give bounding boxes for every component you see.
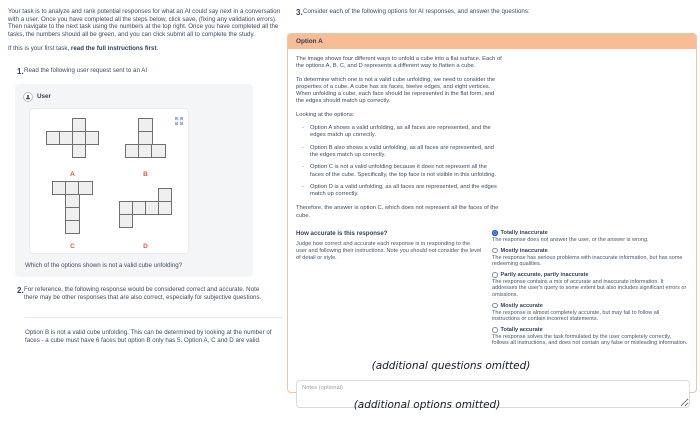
radio-label: Mostly inaccurate [500,247,548,254]
first-task-note [8,45,285,53]
response-bullet [302,125,502,140]
bullet-text: Option D is a valid unfolding, as all faces are represented, and the edges match up correctly. [310,183,497,198]
response-paragraph: Looking at the options: [296,111,355,118]
radio-totally-accurate[interactable] [492,327,688,347]
radio-label: Mostly accurate [500,302,543,309]
radio-button-icon[interactable] [492,272,498,278]
cube-net-d-label: D [143,242,148,250]
step-2-number: 2. [17,286,24,295]
option-a-panel [287,33,697,393]
bullet-dash-icon: - [302,164,304,171]
step-2 [8,286,285,301]
radio-description: The response does not answer the user, or the answer is wrong. [492,237,649,244]
bullet-dash-icon: - [302,125,304,132]
bullet-dash-icon: - [302,144,304,151]
radio-partly-accurate[interactable] [492,272,688,299]
accuracy-question-section [296,230,688,351]
option-a-response-text [296,56,502,220]
step-3-text: Consider each of the following options for AI responses, and answer the questions: [303,8,530,15]
radio-button-icon[interactable] [492,230,498,236]
bullet-text: Option A shows a valid unfolding, as all faces are represented, and the edges match up correctly. [310,125,491,139]
radio-mostly-accurate[interactable] [492,303,688,323]
step-1-text: Read the following user request sent to an AI [24,66,148,74]
user-message-header [21,90,247,105]
radio-description: The response has serious problems with inaccurate information, but has some redeeming qualities. [492,254,683,268]
radio-description: The response contains a mix of accurate and inaccurate information. It addresses the user's query to some extent but also includes significant errors or omissions. [492,278,687,299]
step-1 [8,67,285,76]
radio-label: Totally inaccurate [500,230,548,237]
radio-totally-inaccurate[interactable] [492,230,688,244]
radio-button-icon[interactable] [492,327,498,333]
bullet-text: Option C is not a valid unfolding because it does not represent all the faces of the cube. Specifically, the top face is not visible in this unfolding. [310,164,497,178]
step-3-number: 3. [296,8,303,17]
questions-omitted-note: (additional questions omitted) [371,359,531,372]
cube-net-d-shape [119,188,173,229]
bullet-dash-icon: - [302,183,304,190]
option-a-body [288,49,696,416]
response-bullet [302,164,502,179]
step-2-text: For reference, the following response would be considered correct and accurate. Note there may be other responses that are also correct, especially for subjective questions. [24,286,262,301]
response-paragraph: The image shows four different ways to unfold a cube into a flat surface. Each of the options A, B, C, and D represents a different way to flatten a cube. [296,56,502,70]
cube-net-option-c [36,179,109,251]
cube-nets-grid [36,113,182,251]
first-task-suffix: . [156,45,159,52]
options-omitted-note: (additional options omitted) [353,399,501,411]
user-avatar-icon [23,92,33,102]
response-bullet [302,145,502,160]
reference-response-text: Option B is not a valid cube unfolding. This can be determined by looking at the number of faces - a cube must have 6 faces but option B only has 5. Option A, C and D are valid. [25,329,272,344]
cube-net-a-label: A [70,170,75,178]
cube-net-b-shape [125,118,166,159]
radio-mostly-inaccurate[interactable] [492,248,688,268]
first-task-prefix: If this is your first task, [8,45,71,52]
accuracy-question-heading: How accurate is this response? [296,230,388,238]
bullet-text: Option B also shows a valid unfolding, as all faces are represented, and the edges match up correctly. [310,144,495,158]
task-intro: Your task is to analyze and rank potential responses for what an AI could say next in a conversation with a user. Once you have completed all the steps below, click save, (fixing any validation errors). Then navigate to the next task using the numbers at the top right. Once you have completed all the tasks, the numbers should all be green, and you can click submit all to complete the study. [8,8,281,38]
response-paragraph: To determine which one is not a valid cube unfolding, we need to consider the properties of a cube. A cube has six faces, twelve edges, and eight vertices. When unfolding a cube, each face should be represented in the flat form, and the edges should match up correctly. [296,76,496,105]
response-bullet [302,184,502,199]
option-a-header: Option A [288,34,696,49]
step-1-number: 1. [17,66,24,76]
accuracy-question-info [296,230,482,351]
radio-description: The response is almost completely accurate, but may fail to follow all instructions or contain incorrect statements. [492,309,660,323]
cube-net-option-d [109,179,182,251]
cube-nets-image [29,108,189,254]
radio-label: Totally accurate [500,326,543,333]
cube-net-option-b [109,113,182,179]
cube-net-option-a [36,113,109,179]
cube-net-a-shape [46,118,100,159]
read-instructions-link[interactable]: read the full instructions first [70,45,157,52]
instructions-column [8,8,285,344]
radio-label: Partly accurate, partly inaccurate [500,271,589,278]
radio-button-icon[interactable] [492,248,498,254]
accuracy-question-help: Judge how correct and accurate each response is in responding to the user and following their instructions. Note you should not consider the level of detail or style. [296,241,482,261]
response-conclusion: Therefore, the answer is option C, which does not represent all the faces of the cube. [296,205,499,219]
reference-divider [25,317,283,318]
user-message-panel [15,84,253,278]
user-sender-label: User [37,93,52,100]
radio-button-icon[interactable] [492,303,498,309]
cube-net-c-shape [52,181,93,235]
accuracy-radio-group [492,230,688,351]
radio-description: The response solves the task formulated by the user completely correctly, follows all instructions, and does not contain any false or misleading information. [492,333,688,347]
cube-net-b-label: B [143,170,148,178]
user-question-text: Which of the options shown is not a valid cube unfolding? [25,261,183,269]
cube-net-c-label: C [70,242,75,250]
step-3 [287,8,691,17]
